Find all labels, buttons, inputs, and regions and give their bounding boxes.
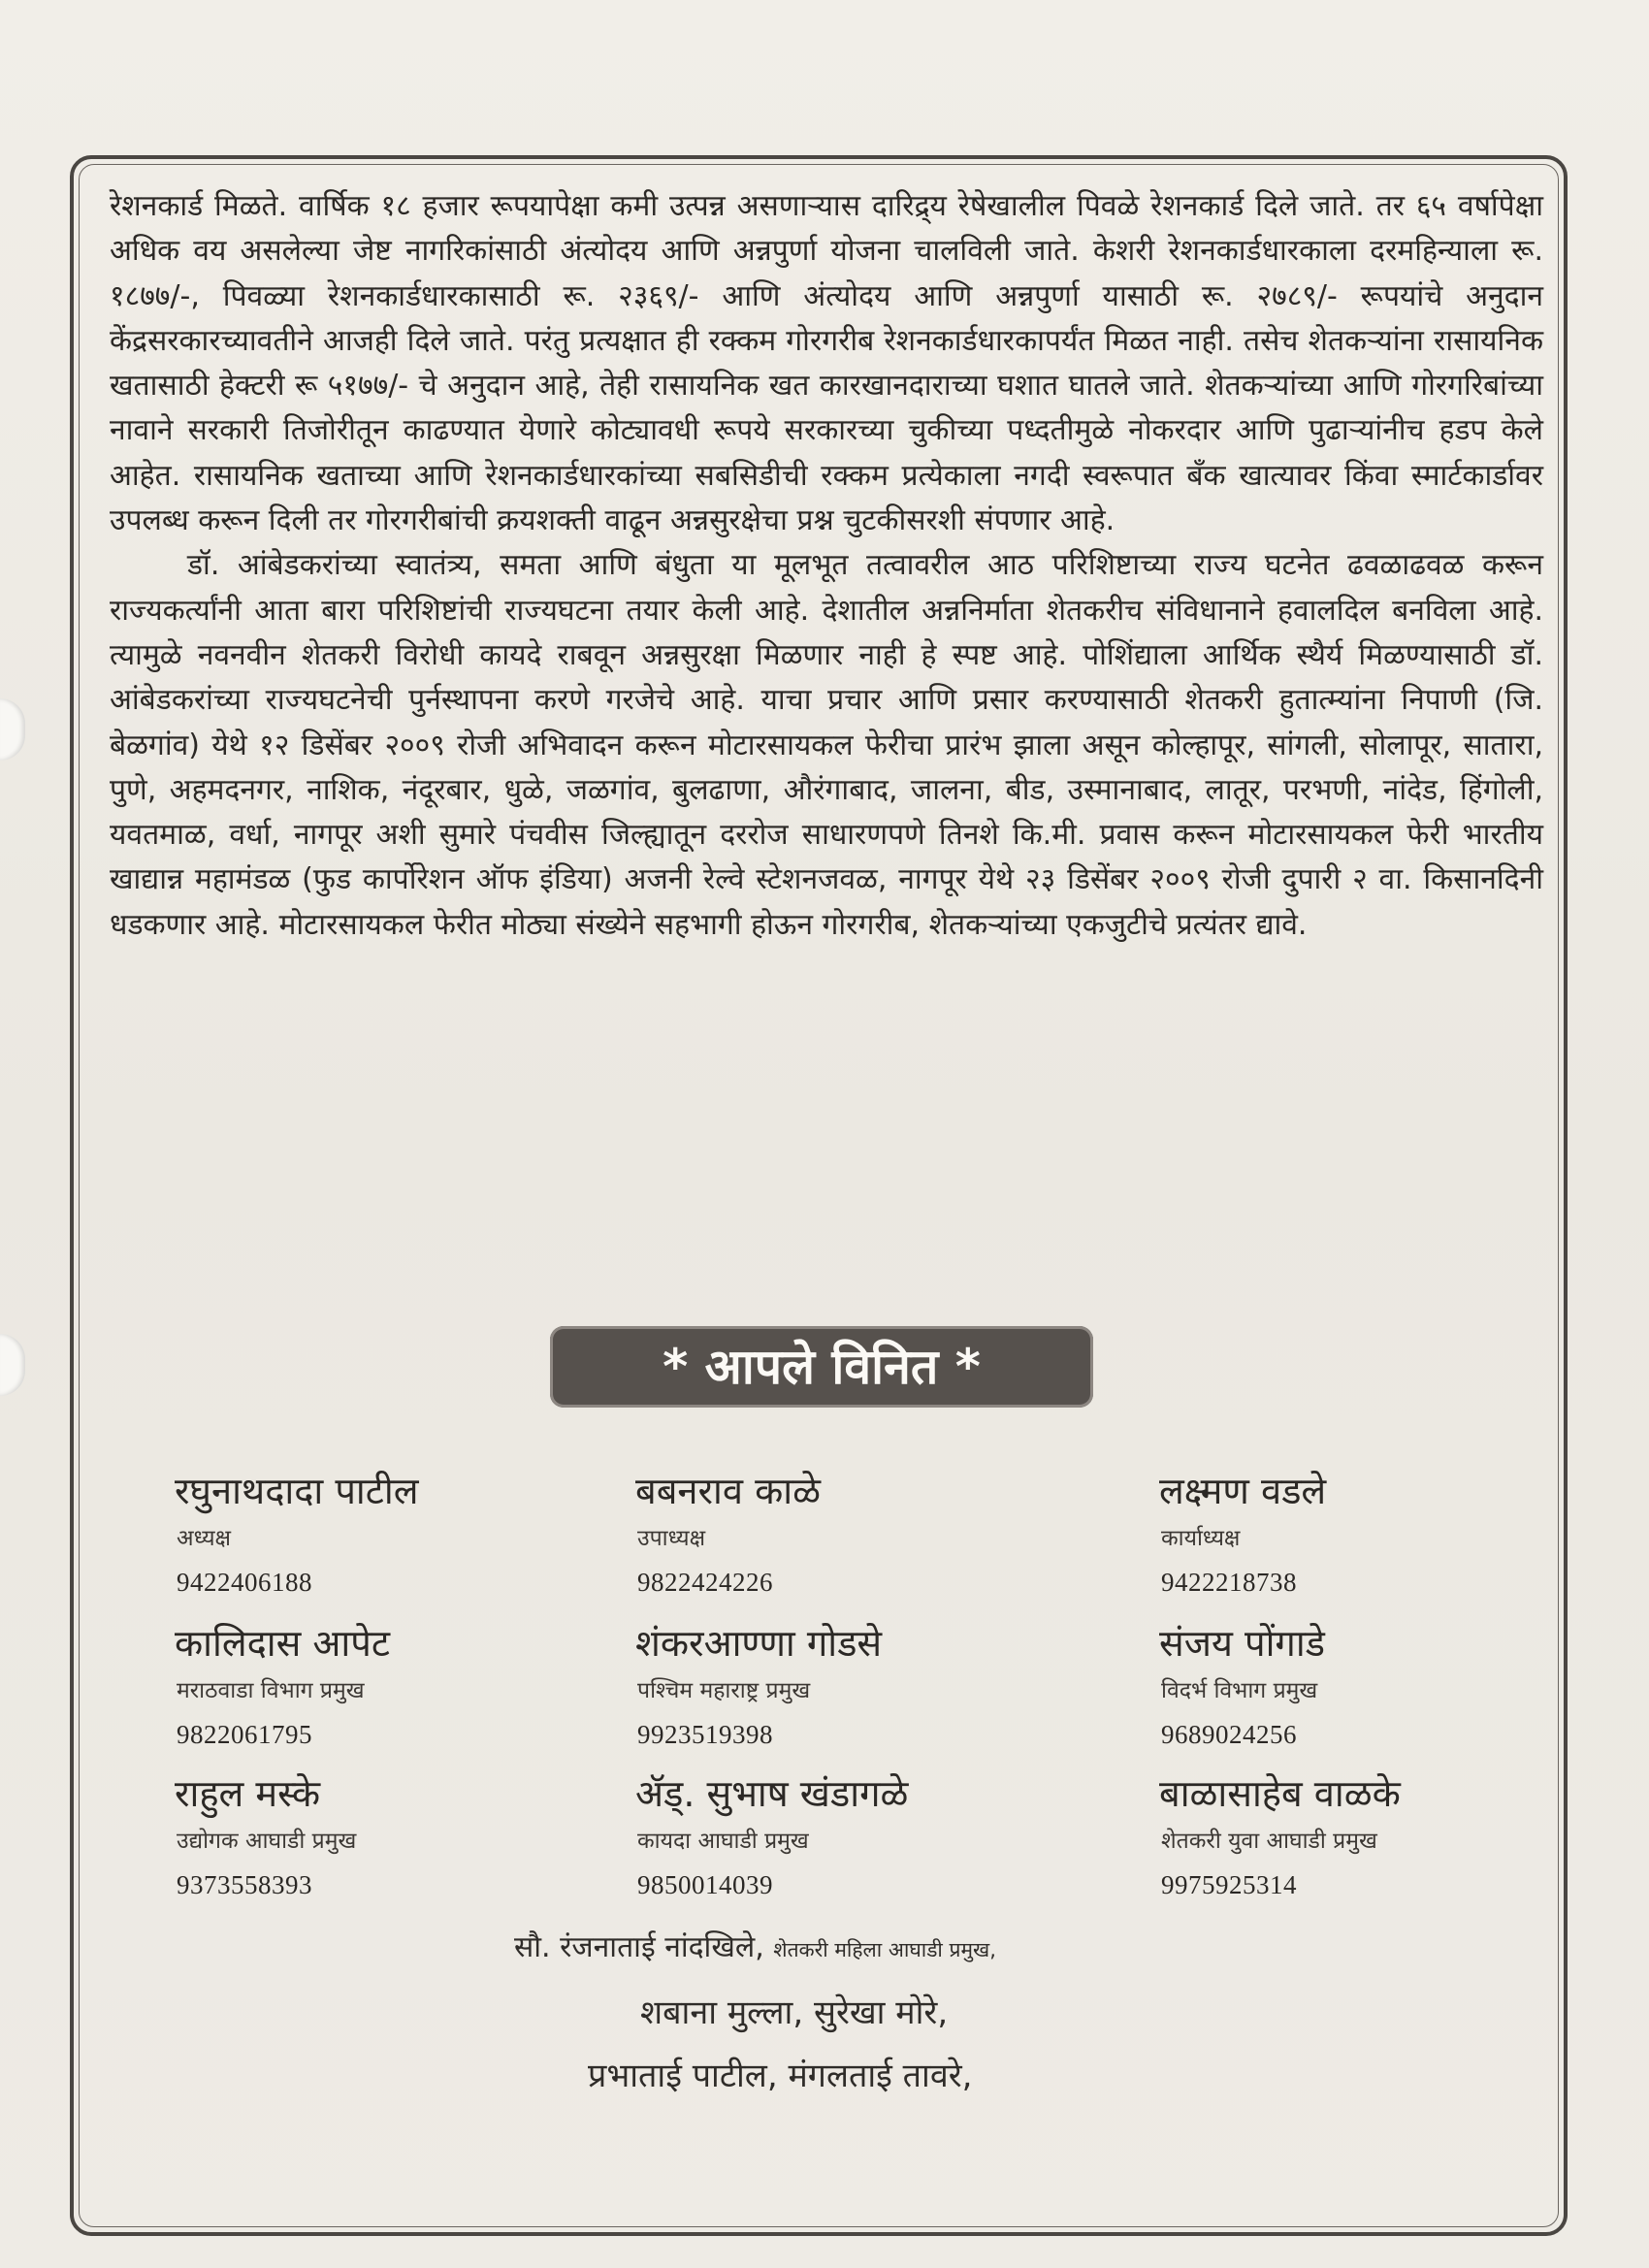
member-role: विदर्भ विभाग प्रमुख [1161,1678,1318,1703]
member-role: शेतकरी युवा आघाडी प्रमुख [1161,1829,1377,1854]
member-role: उद्योगक आघाडी प्रमुख [177,1829,357,1854]
member-card [635,1468,1043,1598]
member-name: राहुल मस्के [175,1772,321,1815]
member-role: पश्चिम महाराष्ट्र प्रमुख [637,1678,811,1703]
footer-line-2: शबाना मुल्ला, सुरेखा मोरे, [640,1993,949,2032]
member-name: बाळासाहेब वाळके [1159,1772,1401,1815]
signatories-banner: * आपले विनित * [550,1326,1093,1408]
member-card [1159,1620,1567,1750]
member-role: मराठवाडा विभाग प्रमुख [177,1678,365,1703]
member-phone: 9850014039 [637,1870,773,1899]
member-card [175,1468,582,1598]
member-phone: 9373558393 [177,1870,312,1899]
member-role: कार्याध्यक्ष [1161,1526,1241,1551]
member-name: संजय पोंगाडे [1159,1622,1325,1665]
member-phone: 9689024256 [1161,1720,1297,1749]
member-role: उपाध्यक्ष [637,1526,706,1551]
member-phone: 9422406188 [177,1568,312,1597]
footer-line-1 [514,1926,996,1965]
member-phone: 9822424226 [637,1568,773,1597]
member-name: लक्ष्मण वडले [1159,1470,1327,1512]
paragraph: डॉ. आंबेडकरांच्या स्वातंत्र्य, समता आणि बंधुता या मूलभूत तत्वावरील आठ परिशिष्टाच्या राज्य घटनेत ढवळाढवळ करून राज्यकर्त्यांनी आता बारा परिशिष्टांची राज्यघटना तयार केली आहे. देशातील अन्ननिर्माता शेतकरीच संविधानाने हवालदिल बनविला आहे. त्यामुळे नवनवीन शेतकरी विरोधी कायदे राबवून अन्नसुरक्षा मिळणार नाही हे स्पष्ट आहे. पोशिंद्याला आर्थिक स्थैर्य मिळण्यासाठी डॉ. आंबेडकरांच्या राज्यघटनेची पुर्नस्थापना करणे गरजेचे आहे. याचा प्रचार आणि प्रसार करण्यासाठी शेतकरी हुतात्म्यांना निपाणी (जि. बेळगांव) येथे १२ डिसेंबर २००९ रोजी अभिवादन करून मोटारसायकल फेरीचा प्रारंभ झाला असून कोल्हापूर, सांगली, सोलापूर, सातारा, पुणे, अहमदनगर, नाशिक, नंदूरबार, धुळे, जळगांव, बुलढाणा, औरंगाबाद, जालना, बीड, उस्मानाबाद, लातूर, परभणी, नांदेड, हिंगोली, यवतमाळ, वर्धा, नागपूर अशी सुमारे पंचवीस जिल्ह्यातून दररोज साधारणपणे तिनशे कि.मी. प्रवास करून मोटारसायकल फेरी भारतीय खाद्यान्न महामंडळ (फुड कार्पोरेशन ऑफ इंडिया) अजनी रेल्वे स्टेशनजवळ, नागपूर येथे २३ डिसेंबर २००९ रोजी दुपारी २ वा. किसानदिनी धडकणार आहे. मोटारसायकल फेरीत मोठ्या संख्येने सहभागी होऊन गोरगरीब, शेतकऱ्यांच्या एकजुटीचे प्रत्यंतर द्यावे. [110,548,1543,942]
article-body [110,184,1543,948]
member-phone: 9923519398 [637,1720,773,1749]
footer-lead-role: शेतकरी महिला आघाडी प्रमुख, [773,1938,996,1961]
member-name: ॲड्. सुभाष खंडागळे [635,1772,909,1815]
member-role: अध्यक्ष [177,1526,232,1551]
footer-line-3: प्रभाताई पाटील, मंगलताई तावरे, [588,2057,973,2095]
member-card [175,1770,582,1900]
member-phone: 9822061795 [177,1720,312,1749]
member-card [1159,1770,1567,1900]
member-role: कायदा आघाडी प्रमुख [637,1829,809,1854]
member-name: बबनराव काळे [635,1470,821,1512]
member-name: कालिदास आपेट [175,1622,390,1665]
member-name: रघुनाथदादा पाटील [175,1470,419,1512]
member-card [635,1620,1043,1750]
member-card [175,1620,582,1750]
paragraph: रेशनकार्ड मिळते. वार्षिक १८ हजार रूपयापेक्षा कमी उत्पन्न असणाऱ्यास दारिद्र्य रेषेखालील पिवळे रेशनकार्ड दिले जाते. तर ६५ वर्षापेक्षा अधिक वय असलेल्या जेष्ट नागरिकांसाठी अंत्योदय आणि अन्नपुर्णा योजना चालविली जाते. केशरी रेशनकार्डधारकाला दरमहिन्याला रू. १८७७/-, पिवळ्या रेशनकार्डधारकासाठी रू. २३६९/- आणि अंत्योदय आणि अन्नपुर्णा यासाठी रू. २७८९/- रूपयांचे अनुदान केंद्रसरकारच्यावतीने आजही दिले जाते. परंतु प्रत्यक्षात ही रक्कम गोरगरीब रेशनकार्डधारकापर्यंत मिळत नाही. तसेच शेतकऱ्यांना रासायनिक खतासाठी हेक्टरी रू ५१७७/- चे अनुदान आहे, तेही रासायनिक खत कारखानदाराच्या घशात घातले जाते. शेतकऱ्यांच्या आणि गोरगरिबांच्या नावाने सरकारी तिजोरीतून काढण्यात येणारे कोट्यावधी रूपये सरकारच्या चुकीच्या पध्दतीमुळे नोकरदार आणि पुढाऱ्यांनीच हडप केले आहेत. रासायनिक खताच्या आणि रेशनकार्डधारकांच्या सबसिडीची रक्कम प्रत्येकाला नगदी स्वरूपात बँक खात्यावर किंवा स्मार्टकार्डावर उपलब्ध करून दिली तर गोरगरीबांची क्रयशक्ती वाढून अन्नसुरक्षेचा प्रश्न चुटकीसरशी संपणार आहे. [110,189,1543,538]
member-card [635,1770,1043,1900]
footer-lead-name: सौ. रंजनाताई नांदखिले, [514,1930,764,1964]
member-phone: 9422218738 [1161,1568,1297,1597]
member-phone: 9975925314 [1161,1870,1297,1899]
member-name: शंकरआण्णा गोडसे [635,1622,883,1665]
member-card [1159,1468,1567,1598]
